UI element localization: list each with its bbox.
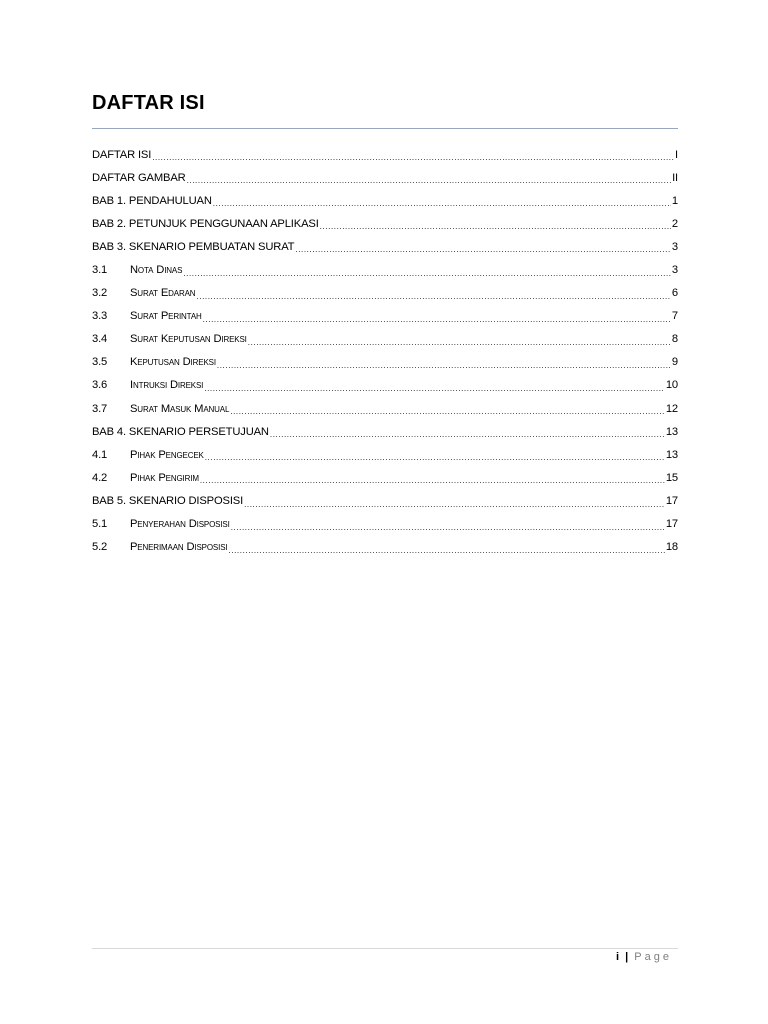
toc-entry-label: Nota Dinas [130,264,183,277]
toc-entry-page: 10 [665,379,678,392]
toc-entry[interactable] [92,258,678,281]
toc-entry-page: 8 [671,333,678,346]
toc-dot-leader [213,200,671,212]
toc-dot-leader [203,316,671,328]
toc-entry[interactable] [92,305,678,328]
toc-entry[interactable] [92,166,678,189]
toc-dot-leader [320,223,671,235]
footer-separator: | [625,951,629,963]
toc-entry-page: 3 [671,240,678,253]
toc-entry-label: DAFTAR ISI [92,148,152,161]
toc-entry-number: 3.6 [92,379,108,392]
toc-entry[interactable] [92,443,678,466]
toc-entry-page: 13 [665,448,678,461]
toc-entry-label: Pihak Pengecek [130,448,204,461]
toc-entry-label: BAB 3. SKENARIO PEMBUATAN SURAT [92,240,295,253]
toc-entry[interactable] [92,536,678,559]
toc-entry-number: 3.3 [92,310,108,323]
page-footer [616,951,672,963]
toc-dot-leader [200,477,665,489]
toc-entry-page: 12 [665,402,678,415]
toc-entry-number: 3.7 [92,402,108,415]
toc-entry-page: 2 [671,217,678,230]
toc-dot-leader [248,339,671,351]
toc-entry-label: Penerimaan Disposisi [130,541,228,554]
table-of-contents [92,143,678,559]
toc-entry-number: 3.1 [92,264,108,277]
toc-entry-label: Surat Masuk Manual [130,402,230,415]
toc-entry-label: BAB 4. SKENARIO PERSETUJUAN [92,425,269,438]
toc-entry[interactable] [92,282,678,305]
toc-entry-page: 13 [665,425,678,438]
toc-entry-page: 7 [671,310,678,323]
toc-dot-leader [183,270,671,282]
toc-entry-label: BAB 2. PETUNJUK PENGGUNAAN APLIKASI [92,217,319,230]
toc-dot-leader [196,293,671,305]
toc-entry[interactable] [92,489,678,512]
toc-entry-number: 3.2 [92,287,108,300]
toc-entry-label: Intruksi Direksi [130,379,204,392]
toc-dot-leader [204,385,665,397]
toc-dot-leader [231,524,665,536]
toc-entry-page: 17 [665,494,678,507]
toc-entry[interactable] [92,212,678,235]
toc-entry-number: 5.2 [92,541,108,554]
toc-entry-page: 18 [665,541,678,554]
toc-dot-leader [205,454,665,466]
toc-dot-leader [295,246,671,258]
toc-dot-leader [152,154,674,166]
toc-entry[interactable] [92,397,678,420]
toc-entry[interactable] [92,466,678,489]
toc-entry-page: 3 [671,264,678,277]
toc-entry-label: Penyerahan Disposisi [130,518,230,531]
toc-entry[interactable] [92,328,678,351]
toc-entry-page: 6 [671,287,678,300]
toc-entry-label: Surat Keputusan Direksi [130,333,247,346]
toc-entry-label: BAB 1. PENDAHULUAN [92,194,212,207]
toc-entry-label: DAFTAR GAMBAR [92,171,186,184]
toc-entry-label: Pihak Pengirim [130,471,199,484]
toc-entry-label: Keputusan Direksi [130,356,216,369]
toc-entry-page: 9 [671,356,678,369]
toc-entry-number: 3.5 [92,356,108,369]
toc-entry-label: Surat Edaran [130,287,196,300]
toc-entry[interactable] [92,351,678,374]
toc-entry-page: II [672,171,678,184]
toc-entry-page: I [675,148,678,161]
toc-entry[interactable] [92,235,678,258]
toc-dot-leader [228,547,664,559]
toc-entry-label: BAB 5. SKENARIO DISPOSISI [92,494,244,507]
toc-entry-number: 4.1 [92,448,108,461]
toc-entry[interactable] [92,513,678,536]
toc-entry-page: 1 [671,194,678,207]
toc-entry[interactable] [92,374,678,397]
footer-page-word: Page [634,951,672,963]
toc-dot-leader [217,362,671,374]
footer-divider [92,948,678,949]
toc-entry[interactable] [92,189,678,212]
toc-entry-number: 3.4 [92,333,108,346]
toc-dot-leader [187,177,672,189]
toc-entry[interactable] [92,143,678,166]
toc-dot-leader [270,431,665,443]
toc-entry-page: 17 [665,518,678,531]
page-title: DAFTAR ISI [92,92,205,114]
toc-dot-leader [244,501,665,513]
footer-page-number: i [616,951,620,963]
title-divider [92,128,678,129]
toc-entry-number: 5.1 [92,518,108,531]
toc-entry-page: 15 [665,471,678,484]
toc-dot-leader [230,408,665,420]
toc-entry[interactable] [92,420,678,443]
toc-entry-label: Surat Perintah [130,310,202,323]
toc-entry-number: 4.2 [92,471,108,484]
